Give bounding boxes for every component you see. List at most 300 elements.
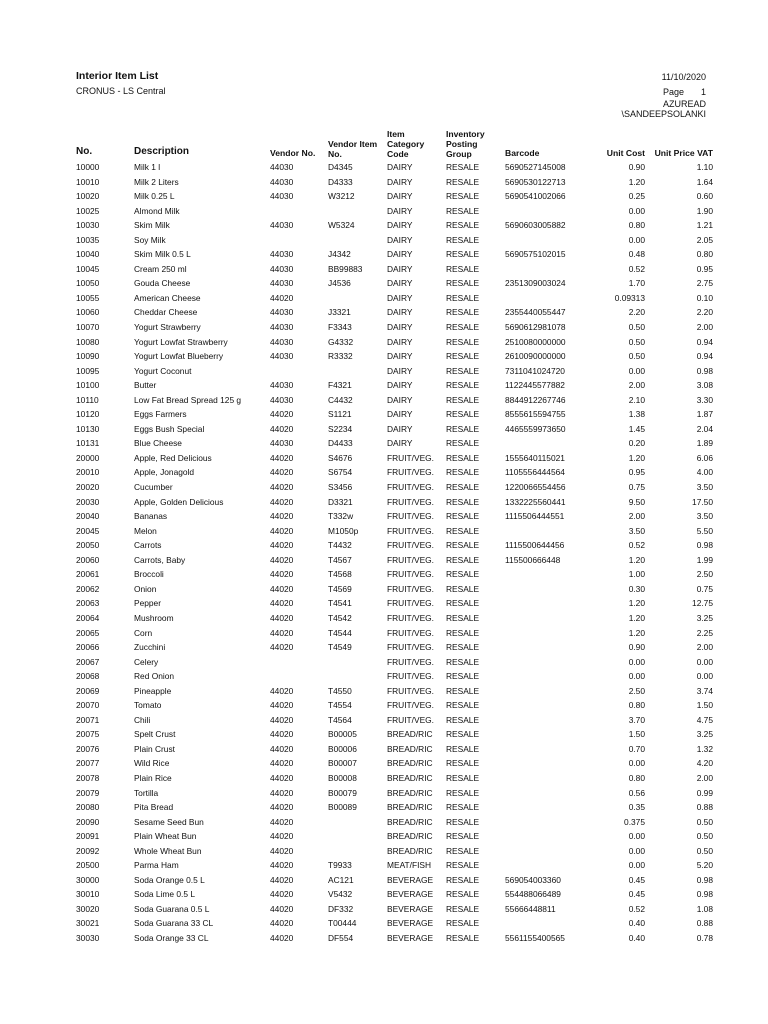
unit-price-vat-cell: 0.99 — [696, 787, 713, 798]
item-description-cell: Onion — [134, 583, 157, 594]
vendor-no-cell: 44020 — [270, 845, 294, 856]
item-category-code-cell: DAIRY — [387, 380, 413, 391]
item-description-cell: Tomato — [134, 700, 162, 711]
item-description-cell: Apple, Red Delicious — [134, 452, 212, 463]
unit-cost-cell: 0.48 — [628, 249, 645, 260]
vendor-no-cell: 44020 — [270, 642, 294, 653]
item-category-code-cell: BEVERAGE — [387, 874, 434, 885]
unit-cost-cell: 0.40 — [628, 918, 645, 929]
posting-group-cell: RESALE — [446, 642, 480, 653]
posting-group-cell: RESALE — [446, 292, 480, 303]
item-no-cell: 10045 — [76, 263, 100, 274]
item-category-code-cell: FRUIT/VEG. — [387, 671, 434, 682]
item-no-cell: 20045 — [76, 525, 100, 536]
unit-cost-cell: 1.20 — [628, 452, 645, 463]
barcode-cell: 2351309003024 — [505, 278, 566, 289]
unit-price-vat-cell: 0.98 — [696, 889, 713, 900]
item-category-code-cell: DAIRY — [387, 365, 413, 376]
item-no-cell: 20010 — [76, 467, 100, 478]
vendor-no-cell: 44020 — [270, 292, 294, 303]
item-no-cell: 20092 — [76, 845, 100, 856]
unit-cost-cell: 0.00 — [628, 758, 645, 769]
table-row — [0, 582, 768, 597]
vendor-no-cell: 44020 — [270, 452, 294, 463]
table-row — [0, 916, 768, 931]
posting-group-cell: RESALE — [446, 351, 480, 362]
barcode-cell: 7311041024720 — [505, 365, 565, 376]
item-category-code-cell: DAIRY — [387, 409, 413, 420]
item-description-cell: Bananas — [134, 511, 168, 522]
table-row — [0, 320, 768, 335]
item-description-cell: Gouda Cheese — [134, 278, 191, 289]
item-category-code-cell: FRUIT/VEG. — [387, 511, 434, 522]
table-row — [0, 262, 768, 277]
unit-price-vat-cell: 2.20 — [696, 307, 713, 318]
table-row — [0, 553, 768, 568]
item-no-cell: 20090 — [76, 816, 100, 827]
unit-price-vat-cell: 0.00 — [696, 656, 713, 667]
vendor-item-no-cell: T00444 — [328, 918, 357, 929]
unit-cost-cell: 0.80 — [628, 220, 645, 231]
item-description-cell: Melon — [134, 525, 157, 536]
item-description-cell: Skim Milk — [134, 220, 170, 231]
vendor-item-no-cell: T4550 — [328, 685, 352, 696]
barcode-cell: 5690612981078 — [505, 322, 566, 333]
item-description-cell: Soy Milk — [134, 234, 166, 245]
item-description-cell: Yogurt Strawberry — [134, 322, 201, 333]
item-no-cell: 10040 — [76, 249, 100, 260]
posting-group-cell: RESALE — [446, 831, 480, 842]
item-no-cell: 10030 — [76, 220, 100, 231]
unit-cost-cell: 0.52 — [628, 903, 645, 914]
unit-price-vat-cell: 0.98 — [696, 540, 713, 551]
posting-group-cell: RESALE — [446, 365, 480, 376]
barcode-cell: 1220066554456 — [505, 482, 566, 493]
vendor-no-cell: 44020 — [270, 482, 294, 493]
item-category-code-cell: DAIRY — [387, 394, 413, 405]
vendor-no-cell: 44020 — [270, 627, 294, 638]
table-row — [0, 364, 768, 379]
unit-cost-cell: 3.50 — [628, 525, 645, 536]
report-date: 11/10/2020 — [661, 72, 706, 82]
vendor-no-cell: 44020 — [270, 540, 294, 551]
table-row — [0, 276, 768, 291]
vendor-no-cell: 44020 — [270, 743, 294, 754]
item-category-code-cell: DAIRY — [387, 351, 413, 362]
table-row — [0, 858, 768, 873]
vendor-no-cell: 44020 — [270, 511, 294, 522]
item-no-cell: 10095 — [76, 365, 100, 376]
item-category-code-cell: BEVERAGE — [387, 903, 434, 914]
item-no-cell: 10050 — [76, 278, 100, 289]
item-description-cell: Eggs Bush Special — [134, 423, 205, 434]
vendor-item-no-cell: W5324 — [328, 220, 355, 231]
unit-cost-cell: 0.35 — [628, 802, 645, 813]
posting-group-cell: RESALE — [446, 598, 480, 609]
unit-price-vat-cell: 4.75 — [696, 714, 713, 725]
vendor-no-cell: 44020 — [270, 787, 294, 798]
vendor-item-no-cell: T4544 — [328, 627, 352, 638]
posting-group-cell: RESALE — [446, 162, 480, 172]
posting-group-cell: RESALE — [446, 612, 480, 623]
vendor-item-no-cell: S3456 — [328, 482, 353, 493]
item-category-code-cell: FRUIT/VEG. — [387, 467, 434, 478]
unit-price-vat-cell: 0.50 — [696, 845, 713, 856]
vendor-item-no-cell: T332w — [328, 511, 354, 522]
item-description-cell: Plain Crust — [134, 743, 175, 754]
vendor-no-cell: 44030 — [270, 351, 294, 362]
unit-price-vat-cell: 1.87 — [696, 409, 713, 420]
item-no-cell: 20080 — [76, 802, 100, 813]
table-row — [0, 218, 768, 233]
item-no-cell: 20067 — [76, 656, 100, 667]
item-category-code-cell: FRUIT/VEG. — [387, 569, 434, 580]
unit-cost-cell: 0.56 — [628, 787, 645, 798]
vendor-no-cell: 44020 — [270, 918, 294, 929]
item-no-cell: 10010 — [76, 176, 100, 187]
barcode-cell: 2610090000000 — [505, 351, 566, 362]
item-category-code-cell: DAIRY — [387, 234, 413, 245]
vendor-item-no-cell: J4342 — [328, 249, 351, 260]
posting-group-cell: RESALE — [446, 409, 480, 420]
item-no-cell: 20060 — [76, 554, 100, 565]
vendor-no-cell: 44030 — [270, 220, 294, 231]
item-no-cell: 20071 — [76, 714, 100, 725]
item-description-cell: Apple, Jonagold — [134, 467, 195, 478]
table-row — [0, 611, 768, 626]
vendor-no-cell: 44030 — [270, 307, 294, 318]
barcode-cell: 5690575102015 — [505, 249, 566, 260]
barcode-cell: 1105556444564 — [505, 467, 565, 478]
unit-cost-cell: 0.00 — [628, 234, 645, 245]
unit-price-vat-cell: 0.00 — [696, 671, 713, 682]
unit-cost-cell: 0.25 — [628, 191, 645, 202]
unit-price-vat-cell: 2.25 — [696, 627, 713, 638]
item-category-code-cell: DAIRY — [387, 423, 413, 434]
posting-group-cell: RESALE — [446, 525, 480, 536]
item-description-cell: Milk 0.25 L — [134, 191, 175, 202]
vendor-item-no-cell: T4554 — [328, 700, 352, 711]
item-category-code-cell: FRUIT/VEG. — [387, 656, 434, 667]
item-description-cell: Milk 1 l — [134, 162, 161, 172]
item-category-code-cell: BREAD/RIC — [387, 729, 433, 740]
item-description-cell: Low Fat Bread Spread 125 g — [134, 394, 242, 405]
vendor-no-cell: 44020 — [270, 554, 294, 565]
item-no-cell: 20040 — [76, 511, 100, 522]
table-row — [0, 204, 768, 219]
vendor-no-cell: 44020 — [270, 714, 294, 725]
vendor-item-no-cell: S4676 — [328, 452, 353, 463]
posting-group-cell: RESALE — [446, 743, 480, 754]
vendor-item-no-cell: T4549 — [328, 642, 352, 653]
item-description-cell: American Cheese — [134, 292, 201, 303]
unit-price-vat-cell: 0.98 — [696, 365, 713, 376]
item-description-cell: Eggs Farmers — [134, 409, 187, 420]
posting-group-cell: RESALE — [446, 918, 480, 929]
item-no-cell: 10000 — [76, 162, 100, 172]
posting-group-cell: RESALE — [446, 845, 480, 856]
vendor-item-no-cell: J4536 — [328, 278, 351, 289]
item-description-cell: Celery — [134, 656, 159, 667]
unit-cost-cell: 0.50 — [628, 322, 645, 333]
item-description-cell: Soda Orange 0.5 L — [134, 874, 205, 885]
item-no-cell: 10110 — [76, 394, 99, 405]
unit-cost-cell: 0.45 — [628, 874, 645, 885]
unit-price-vat-cell: 12.75 — [692, 598, 713, 609]
item-no-cell: 20050 — [76, 540, 100, 551]
vendor-no-cell: 44020 — [270, 729, 294, 740]
unit-price-vat-cell: 0.60 — [696, 191, 713, 202]
posting-group-cell: RESALE — [446, 191, 480, 202]
unit-cost-cell: 0.30 — [628, 583, 645, 594]
posting-group-cell: RESALE — [446, 758, 480, 769]
item-description-cell: Plain Rice — [134, 772, 172, 783]
vendor-item-no-cell: W3212 — [328, 191, 355, 202]
item-description-cell: Pepper — [134, 598, 162, 609]
table-row — [0, 800, 768, 815]
vendor-item-no-cell: DF554 — [328, 932, 354, 943]
vendor-no-cell: 44030 — [270, 249, 294, 260]
unit-price-vat-cell: 0.75 — [696, 583, 713, 594]
barcode-cell: 55666448811 — [505, 903, 556, 914]
item-description-cell: Pineapple — [134, 685, 172, 696]
unit-price-vat-cell: 5.50 — [696, 525, 713, 536]
vendor-no-cell: 44020 — [270, 816, 294, 827]
table-row — [0, 873, 768, 888]
posting-group-cell: RESALE — [446, 234, 480, 245]
vendor-item-no-cell: D4333 — [328, 176, 353, 187]
column-header-inventory-posting-group: Inventory Posting Group — [446, 129, 485, 159]
posting-group-cell: RESALE — [446, 714, 480, 725]
item-category-code-cell: DAIRY — [387, 322, 413, 333]
vendor-no-cell: 44030 — [270, 176, 294, 187]
unit-price-vat-cell: 0.78 — [696, 932, 713, 943]
vendor-no-cell: 44020 — [270, 802, 294, 813]
barcode-cell: 569054003360 — [505, 874, 561, 885]
item-no-cell: 20020 — [76, 482, 100, 493]
column-header-description: Description — [134, 146, 190, 157]
table-row — [0, 626, 768, 641]
table-row — [0, 305, 768, 320]
posting-group-cell: RESALE — [446, 729, 480, 740]
column-header-vendor-item-no: Vendor Item No. — [328, 139, 378, 159]
unit-price-vat-cell: 17.50 — [692, 496, 713, 507]
unit-cost-cell: 0.90 — [628, 162, 645, 172]
item-category-code-cell: DAIRY — [387, 162, 413, 172]
table-row — [0, 495, 768, 510]
item-category-code-cell: FRUIT/VEG. — [387, 583, 434, 594]
item-no-cell: 10120 — [76, 409, 100, 420]
vendor-no-cell: 44020 — [270, 860, 294, 871]
item-category-code-cell: FRUIT/VEG. — [387, 612, 434, 623]
unit-cost-cell: 0.00 — [628, 365, 645, 376]
table-row — [0, 742, 768, 757]
unit-cost-cell: 1.38 — [628, 409, 645, 420]
item-no-cell: 10070 — [76, 322, 100, 333]
item-no-cell: 20070 — [76, 700, 100, 711]
unit-price-vat-cell: 1.10 — [696, 162, 713, 172]
item-description-cell: Soda Guarana 33 CL — [134, 918, 214, 929]
unit-price-vat-cell: 3.25 — [696, 729, 713, 740]
page-number: 1 — [700, 87, 706, 97]
posting-group-cell: RESALE — [446, 511, 480, 522]
item-description-cell: Milk 2 Liters — [134, 176, 179, 187]
vendor-item-no-cell: T4569 — [328, 583, 352, 594]
table-row — [0, 160, 768, 175]
posting-group-cell: RESALE — [446, 772, 480, 783]
item-no-cell: 30020 — [76, 903, 100, 914]
unit-cost-cell: 1.20 — [628, 627, 645, 638]
item-no-cell: 10090 — [76, 351, 100, 362]
posting-group-cell: RESALE — [446, 452, 480, 463]
unit-price-vat-cell: 2.00 — [696, 772, 713, 783]
unit-cost-cell: 0.20 — [628, 438, 645, 449]
posting-group-cell: RESALE — [446, 903, 480, 914]
item-category-code-cell: DAIRY — [387, 438, 413, 449]
item-category-code-cell: BREAD/RIC — [387, 845, 433, 856]
item-category-code-cell: BREAD/RIC — [387, 787, 433, 798]
unit-price-vat-cell: 3.30 — [696, 394, 713, 405]
posting-group-cell: RESALE — [446, 380, 480, 391]
item-description-cell: Cucumber — [134, 482, 173, 493]
item-description-cell: Soda Orange 33 CL — [134, 932, 209, 943]
unit-price-vat-cell: 3.25 — [696, 612, 713, 623]
unit-cost-cell: 0.95 — [628, 467, 645, 478]
posting-group-cell: RESALE — [446, 263, 480, 274]
unit-cost-cell: 2.00 — [628, 380, 645, 391]
unit-price-vat-cell: 1.08 — [696, 903, 713, 914]
posting-group-cell: RESALE — [446, 249, 480, 260]
unit-cost-cell: 2.10 — [628, 394, 645, 405]
item-category-code-cell: DAIRY — [387, 292, 413, 303]
item-description-cell: Yogurt Lowfat Strawberry — [134, 336, 228, 347]
barcode-cell: 1115506444551 — [505, 511, 565, 522]
item-category-code-cell: BREAD/RIC — [387, 816, 433, 827]
vendor-no-cell: 44020 — [270, 612, 294, 623]
unit-price-vat-cell: 2.00 — [696, 642, 713, 653]
vendor-item-no-cell: J3321 — [328, 307, 351, 318]
unit-cost-cell: 0.52 — [628, 540, 645, 551]
table-row — [0, 175, 768, 190]
unit-cost-cell: 0.375 — [624, 816, 645, 827]
vendor-no-cell: 44020 — [270, 409, 294, 420]
unit-price-vat-cell: 0.80 — [696, 249, 713, 260]
item-no-cell: 10100 — [76, 380, 100, 391]
unit-price-vat-cell: 0.50 — [696, 816, 713, 827]
item-no-cell: 20063 — [76, 598, 100, 609]
table-row — [0, 567, 768, 582]
vendor-no-cell: 44030 — [270, 438, 294, 449]
unit-cost-cell: 1.20 — [628, 554, 645, 565]
item-category-code-cell: BREAD/RIC — [387, 743, 433, 754]
item-no-cell: 10131 — [76, 438, 100, 449]
vendor-no-cell: 44020 — [270, 889, 294, 900]
unit-price-vat-cell: 5.20 — [696, 860, 713, 871]
table-row — [0, 902, 768, 917]
vendor-no-cell: 44020 — [270, 583, 294, 594]
item-description-cell: Whole Wheat Bun — [134, 845, 202, 856]
vendor-no-cell: 44020 — [270, 423, 294, 434]
item-description-cell: Yogurt Coconut — [134, 365, 192, 376]
vendor-item-no-cell: B00006 — [328, 743, 357, 754]
posting-group-cell: RESALE — [446, 438, 480, 449]
vendor-item-no-cell: DF332 — [328, 903, 354, 914]
table-row — [0, 291, 768, 306]
report-title: Interior Item List — [76, 70, 159, 82]
table-row — [0, 713, 768, 728]
unit-cost-cell: 2.20 — [628, 307, 645, 318]
vendor-item-no-cell: T4567 — [328, 554, 352, 565]
vendor-no-cell: 44030 — [270, 263, 294, 274]
unit-cost-cell: 1.50 — [628, 729, 645, 740]
barcode-cell: 5690603005882 — [505, 220, 566, 231]
barcode-cell: 4465559973650 — [505, 423, 566, 434]
item-no-cell: 20068 — [76, 671, 100, 682]
unit-price-vat-cell: 0.94 — [696, 351, 713, 362]
item-no-cell: 30021 — [76, 918, 100, 929]
vendor-item-no-cell: B00089 — [328, 802, 357, 813]
item-no-cell: 20062 — [76, 583, 100, 594]
vendor-no-cell: 44020 — [270, 467, 294, 478]
barcode-cell: 1115500644456 — [505, 540, 565, 551]
table-row — [0, 931, 768, 946]
unit-cost-cell: 0.75 — [628, 482, 645, 493]
unit-price-vat-cell: 2.50 — [696, 569, 713, 580]
unit-cost-cell: 0.00 — [628, 671, 645, 682]
item-no-cell: 20500 — [76, 860, 100, 871]
unit-cost-cell: 3.70 — [628, 714, 645, 725]
table-row — [0, 698, 768, 713]
item-description-cell: Cheddar Cheese — [134, 307, 198, 318]
item-description-cell: Zucchini — [134, 642, 166, 653]
unit-cost-cell: 0.00 — [628, 845, 645, 856]
posting-group-cell: RESALE — [446, 423, 480, 434]
item-category-code-cell: FRUIT/VEG. — [387, 714, 434, 725]
table-row — [0, 189, 768, 204]
item-no-cell: 20091 — [76, 831, 100, 842]
unit-price-vat-cell: 3.50 — [696, 482, 713, 493]
item-description-cell: Soda Guarana 0.5 L — [134, 903, 210, 914]
column-header-barcode: Barcode — [505, 148, 540, 158]
unit-price-vat-cell: 4.00 — [696, 467, 713, 478]
barcode-cell: 8555615594755 — [505, 409, 566, 420]
unit-price-vat-cell: 0.94 — [696, 336, 713, 347]
item-no-cell: 20075 — [76, 729, 100, 740]
vendor-no-cell: 44030 — [270, 278, 294, 289]
column-header-unit-price-vat: Unit Price VAT — [654, 148, 713, 158]
vendor-no-cell: 44030 — [270, 394, 294, 405]
vendor-item-no-cell: T9933 — [328, 860, 352, 871]
table-row — [0, 786, 768, 801]
item-category-code-cell: BREAD/RIC — [387, 758, 433, 769]
unit-cost-cell: 1.20 — [628, 598, 645, 609]
unit-price-vat-cell: 0.88 — [696, 802, 713, 813]
table-row — [0, 829, 768, 844]
item-category-code-cell: BEVERAGE — [387, 918, 434, 929]
vendor-no-cell: 44020 — [270, 700, 294, 711]
item-description-cell: Sesame Seed Bun — [134, 816, 204, 827]
vendor-item-no-cell: B00007 — [328, 758, 357, 769]
item-no-cell: 20000 — [76, 452, 100, 463]
unit-cost-cell: 2.00 — [628, 511, 645, 522]
unit-price-vat-cell: 3.74 — [696, 685, 713, 696]
vendor-item-no-cell: G4332 — [328, 336, 354, 347]
vendor-item-no-cell: F4321 — [328, 380, 352, 391]
item-description-cell: Spelt Crust — [134, 729, 176, 740]
posting-group-cell: RESALE — [446, 336, 480, 347]
unit-cost-cell: 0.40 — [628, 932, 645, 943]
column-header-no: No. — [76, 146, 93, 157]
